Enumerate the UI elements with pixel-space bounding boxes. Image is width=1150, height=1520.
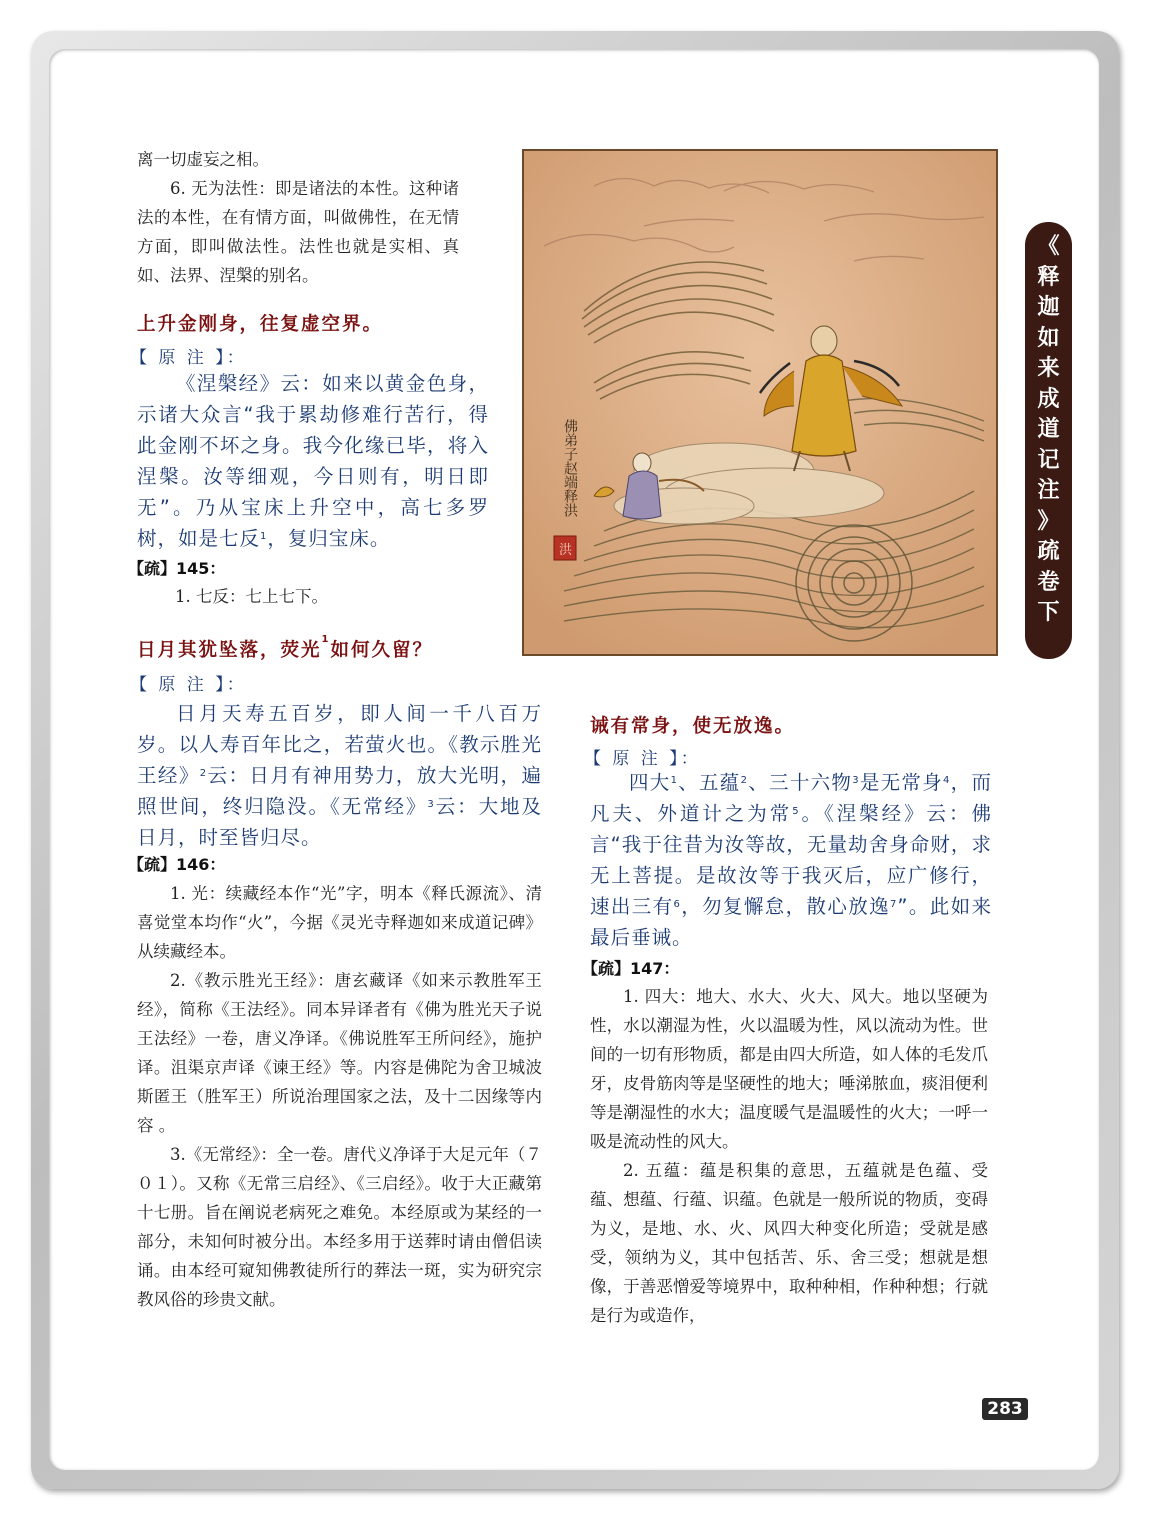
section2-heading-sup: 1: [321, 634, 331, 645]
title-char: 如: [1037, 325, 1060, 351]
section2-s1: 2: [199, 768, 208, 779]
section3-s2: 2: [740, 775, 748, 786]
section3-s3: 3: [852, 775, 860, 786]
section3-yuanzhu-label: 【 原 注 】：: [584, 749, 701, 769]
title-char: 》: [1037, 508, 1060, 534]
title-char: 卷: [1037, 569, 1060, 595]
section2-t3: 云：大地及日月，时至皆归尽。: [137, 795, 542, 849]
intro-line: 离一切虚妄之相。: [137, 150, 269, 169]
title-char: 疏: [1037, 539, 1060, 564]
section3-t3: 、三十六物: [747, 771, 853, 794]
title-char: 来: [1037, 356, 1060, 381]
section2-t1: 日月天寿五百岁，即人间一千八百万岁。以人寿百年比之，若萤火也。《教示胜光王经》: [137, 702, 542, 787]
book-title-tab: [1025, 222, 1072, 659]
section3-t4: 是无常身: [859, 771, 944, 794]
section2-s2: 3: [427, 799, 435, 810]
section2-t2: 云：日月有神用势力，放大光明，遍照世间，终归隐没。《无常经》: [137, 764, 542, 818]
title-char: 迦: [1037, 295, 1060, 320]
section2-shu-label: 【疏】146：: [128, 855, 226, 874]
section3-shu-label: 【疏】147：: [582, 959, 680, 978]
section3-note1: 1. 四大：地大、水大、火大、风大。地以坚硬为性，水以潮湿为性，火以温暖为性，风以流动为性。世间的一切有形物质，都是由四大所造，如人体的毛发爪牙，皮骨筋肉等是坚硬性的地大；唾涕脓血，痰泪便利等是潮湿性的水大；温度暖气是温暖性的火大；一呼一吸是流动性的风大。: [590, 987, 988, 1151]
title-char: 成: [1037, 386, 1060, 412]
section1-text-b: ，复归宝床。: [267, 527, 391, 550]
title-char: 记: [1037, 447, 1060, 473]
title-char: 《: [1037, 234, 1060, 259]
painting-seal-text: 洪: [559, 543, 573, 558]
section3-note2: 2. 五蕴：蕴是积集的意思，五蕴就是色蕴、受蕴、想蕴、行蕴、识蕴。色就是一般所说的物质，变碍为义，是地、水、火、风四大种变化所造；受就是感受，领纳为义，其中包括苦、乐、舍三受；想就是想像，于善恶憎爱等境界中，取种种相，作种种想；行就是行为或造作，: [590, 1161, 988, 1325]
title-char: 下: [1037, 600, 1060, 625]
section3-t1: 四大: [629, 771, 671, 794]
section1-sup1: 1: [260, 531, 268, 542]
section2-yuanzhu-label: 【 原 注 】：: [130, 675, 247, 695]
page-number: 283: [982, 1398, 1028, 1420]
section3-s6: 6: [673, 899, 681, 910]
section3-t5: ，而凡夫、外道计之为常: [590, 771, 992, 825]
section1-original-text: [137, 368, 489, 554]
section2-note3: 3.《无常经》：全一卷。唐代义净译于大足元年（７０１）。又称《无常三启经》、《三启经》。收于大正藏第十七册。旨在阐说老病死之难免。本经原或为某经的一部分，未知何时被分出。本经多用于送葬时请由僧侣读诵。由本经可窥知佛教徒所行的葬法一斑，实为研究宗教风俗的珍贵文献。: [137, 1145, 542, 1309]
painting-svg: [524, 151, 996, 654]
section1-note1: 1. 七反：七上七下。: [175, 587, 328, 606]
section3-s1: 1: [670, 775, 678, 786]
section1-yuanzhu-label: 【 原 注 】：: [130, 348, 247, 368]
section2-note2: 2.《教示胜光王经》：唐玄藏译《如来示教胜军王经》，简称《王法经》。同本异译者有《佛为胜光天子说王法经》一卷，唐义净译。《佛说胜军王所问经》，施护译。沮渠京声译《谏王经》等。内容是佛陀为舍卫城波斯匿王（胜军王）所说治理国家之法，及十二因缘等内容 。: [137, 971, 542, 1135]
section3-t7: ，勿复懈怠，散心放逸: [680, 895, 890, 918]
section2-heading: [137, 636, 433, 662]
section3-s4: 4: [943, 775, 951, 786]
title-char: 释: [1037, 264, 1060, 290]
section2-note1: 1. 光：续藏经本作“光”字，明本《释氏源流》、清喜觉堂本均作“火”，今据《灵光寺释迦如来成道记碑》从续藏经本。: [137, 884, 542, 961]
painting-image: [522, 149, 998, 656]
section2-heading-a: 日月其犹坠落，荧光: [137, 640, 322, 661]
section3-t2: 、五蕴: [677, 771, 741, 794]
section2-notes: [137, 879, 542, 1314]
section1-shu-label: 【疏】145：: [128, 559, 226, 578]
section1-heading: 上升金刚身，往复虚空界。: [137, 314, 384, 335]
intro-block: [137, 145, 459, 290]
section3-s5: 5: [792, 806, 800, 817]
section2-original-text: [137, 698, 542, 853]
section2-heading-b: 如何久留？: [330, 640, 433, 661]
section3-notes: [590, 982, 988, 1330]
section3-s7: 7: [890, 899, 898, 910]
painting-inscription: 佛弟子赵端释洪: [562, 419, 578, 517]
section3-original-text: [590, 767, 992, 953]
section3-t8: ”。此如来最后垂诫。: [590, 895, 992, 949]
item-6: 6. 无为法性：即是诸法的本性。这种诸法的本性，在有情方面，叫做佛性，在无情方面，即叫做法性。法性也就是实相、真如、法界、涅槃的别名。: [137, 179, 459, 285]
section3-t6: 。《涅槃经》云：佛言“我于往昔为汝等故，无量劫舍身命财，求无上菩提。是故汝等于我灭后，应广修行，速出三有: [590, 802, 992, 918]
title-char: 道: [1037, 417, 1060, 442]
title-char: 注: [1037, 478, 1060, 503]
section1-text-a: 《涅槃经》云：如来以黄金色身，示诸大众言“我于累劫修难行苦行，得此金刚不坏之身。我今化缘已毕，将入涅槃。汝等细观，今日则有，明日即无”。乃从宝床上升空中，高七多罗树，如是七反: [137, 372, 489, 550]
section3-heading: 诫有常身，使无放逸。: [590, 716, 796, 737]
